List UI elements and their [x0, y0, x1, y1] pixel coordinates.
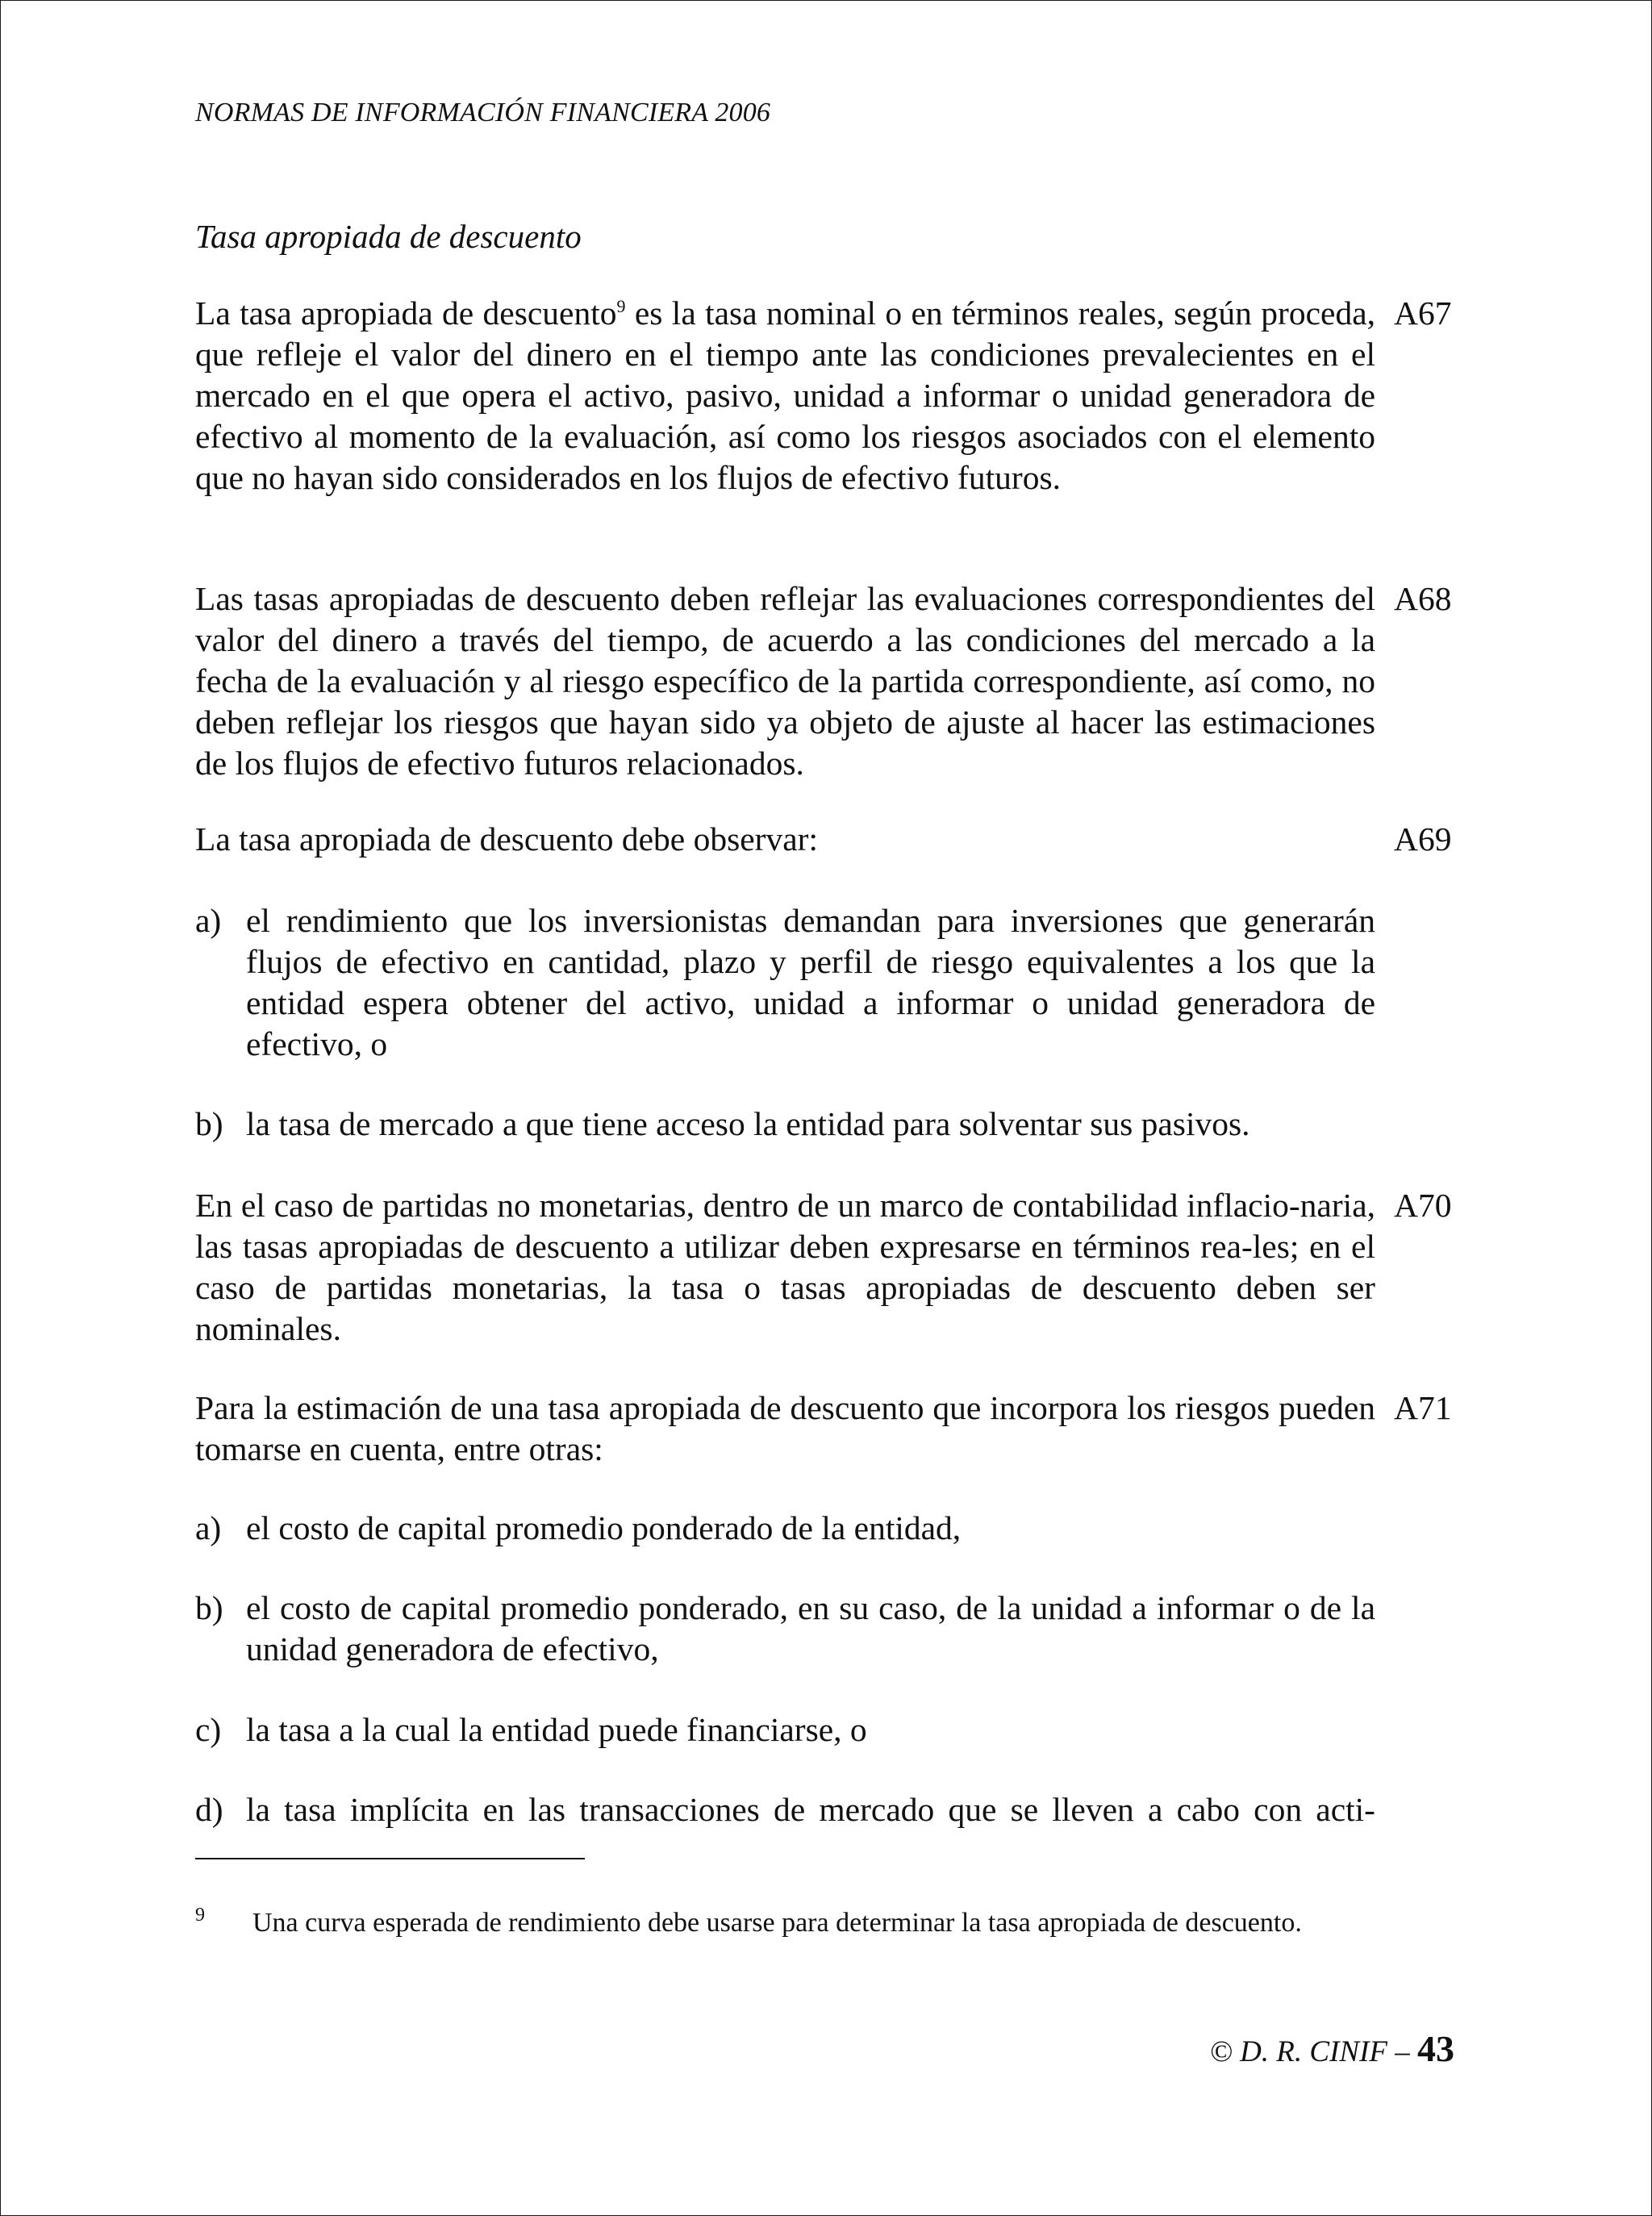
list-item-label: a) — [195, 1509, 222, 1546]
footnote-ref: 9 — [616, 296, 626, 316]
paragraph-a67 — [195, 293, 1375, 499]
list-item-label: b) — [195, 1105, 223, 1142]
paragraph-a68: Las tasas apropiadas de descuento deben reflejar las evaluaciones correspondientes del valor del dinero a través del tiempo, de acuerdo a las condiciones del mercado a la fecha de la evaluación y al riesgo específico de la partida correspondiente, así como, no deben reflejar los riesgos que hayan sido ya objeto de ajuste al hacer las estimaciones de los flujos de efectivo futuros relacionados. — [195, 580, 1375, 782]
list-item — [195, 1709, 1375, 1751]
section-heading: Tasa apropiada de descuento — [195, 218, 582, 255]
list-item-text: el costo de capital promedio ponderado, en su caso, de la unidad a informar o de la unidad generadora de efectivo, — [246, 1589, 1375, 1667]
paragraph-a67-text-end: es la tasa nominal o en términos reales, según proceda, que refleje el valor del dinero en el tiempo ante las condiciones prevalecientes en el mercado en el que opera el activo, pasivo, unidad a informar o unidad generadora de efectivo al momento de la evaluación, así como los riesgos asociados con el elemento que no hayan sido considerados en los flujos de efectivo futuros. — [195, 294, 1376, 496]
list-item-text: la tasa a la cual la entidad puede financiarse, o — [246, 1711, 867, 1748]
footnote-separator — [195, 1858, 585, 1859]
running-header: NORMAS DE INFORMACIÓN FINANCIERA 2006 — [195, 98, 771, 127]
list-item-label: b) — [195, 1589, 223, 1626]
paragraph-a67-text-start: La tasa apropiada de descuento — [195, 294, 617, 332]
list-item-label: a) — [195, 902, 222, 939]
paragraph-a70: En el caso de partidas no monetarias, dentro de un marco de contabilidad inflacio-naria, las tasas apropiadas de descuento a utilizar deben expresarse en términos rea-les; en el caso de partidas monetarias, la tasa o tasas apropiadas de descuento deben ser nominales. — [195, 1187, 1375, 1347]
paragraph-number-a71: A71 — [1394, 1389, 1452, 1426]
list-item — [195, 1508, 1375, 1549]
footnote-number: 9 — [195, 1905, 205, 1926]
page-number: 43 — [1417, 2028, 1454, 2069]
list-item-text: el costo de capital promedio ponderado de la entidad, — [246, 1509, 962, 1546]
list-item-text: la tasa de mercado a que tiene acceso la entidad para solventar sus pasivos. — [246, 1105, 1250, 1142]
copyright-notice: © D. R. CINIF — [1209, 2035, 1387, 2068]
paragraph-number-a70: A70 — [1394, 1187, 1452, 1224]
list-item-label: c) — [195, 1711, 222, 1748]
paragraph-a71: Para la estimación de una tasa apropiada de descuento que incorpora los riesgos pueden tomarse en cuenta, entre otras: — [195, 1389, 1375, 1467]
page-footer — [1210, 2027, 1454, 2070]
paragraph-a69: La tasa apropiada de descuento debe observar: — [195, 820, 819, 858]
list-item — [195, 1104, 1375, 1145]
list-item — [195, 1789, 1375, 1830]
list-item — [195, 900, 1375, 1065]
list-item-label: d) — [195, 1791, 223, 1828]
footnote-text: Una curva esperada de rendimiento debe usarse para determinar la tasa apropiada de descuento. — [252, 1908, 1302, 1938]
list-item — [195, 1588, 1375, 1670]
list-item-text: el rendimiento que los inversionistas demandan para inversiones que generarán flujos de efectivo en cantidad, plazo y perfil de riesgo equivalentes a los que la entidad espera obtener del activo, unidad a informar o unidad generadora de efectivo, o — [246, 902, 1375, 1062]
list-item-text: la tasa implícita en las transacciones de mercado que se lleven a cabo con acti- — [246, 1791, 1375, 1828]
paragraph-number-a67: A67 — [1394, 294, 1452, 332]
footer-dash: – — [1387, 2035, 1417, 2068]
paragraph-number-a68: A68 — [1394, 580, 1452, 617]
paragraph-number-a69: A69 — [1394, 820, 1452, 858]
